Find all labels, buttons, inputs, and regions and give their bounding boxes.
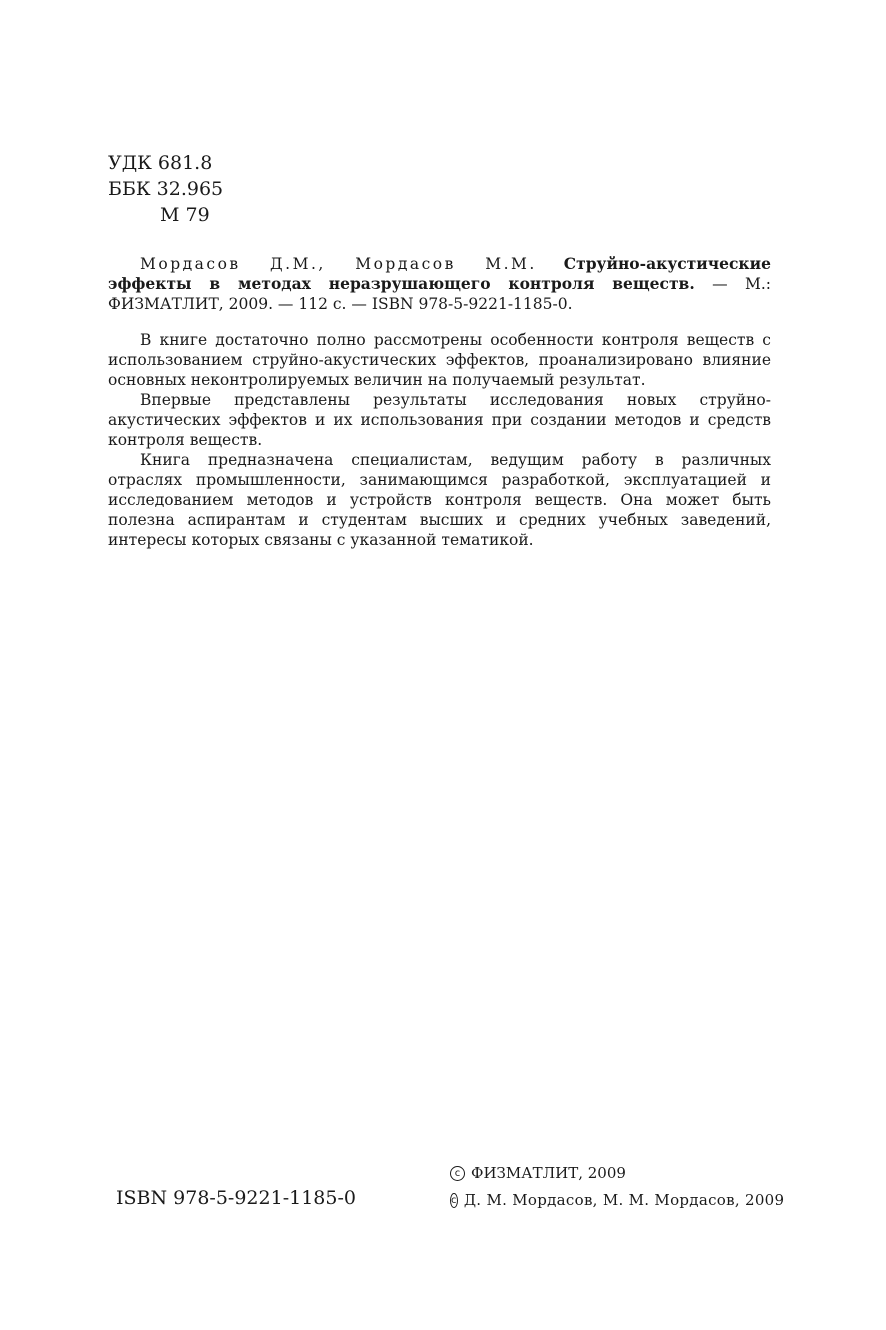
classification-codes — [108, 150, 223, 228]
biblio-paragraph — [108, 254, 771, 314]
copyright-publisher-line — [450, 1160, 772, 1187]
copyright-authors: Д. М. Мордасов, М. М. Мордасов, 2009 — [463, 1191, 785, 1209]
udk-code: УДК 681.8 — [108, 152, 213, 174]
annotation-paragraph-1: В книге достаточно полно рассмотрены особенности контроля веществ с использованием струйно-акустических эффектов, проанализировано влияние основных неконтролируемых величин на получаемый результат. — [108, 331, 771, 389]
bibliographic-record — [108, 254, 771, 314]
biblio-imprint: — М.: ФИЗМАТЛИТ, 2009. — 112 с. — ISBN 978-5-9221-1185-0. — [108, 275, 771, 313]
bbk-code: ББК 32.965 — [108, 178, 224, 200]
copyright-publisher: ФИЗМАТЛИТ, 2009 — [471, 1164, 626, 1182]
author-mark: М 79 — [160, 204, 210, 226]
biblio-title: Струйно-акустические эффекты в методах неразрушающего контроля веществ. — [108, 254, 771, 293]
copyright-block — [450, 1160, 785, 1214]
isbn-number: ISBN 978-5-9221-1185-0 — [116, 1187, 356, 1209]
copyright-authors-line — [450, 1187, 785, 1214]
annotation — [108, 330, 771, 550]
copyright-icon: c — [450, 1193, 458, 1208]
copyright-icon: c — [450, 1166, 465, 1181]
annotation-paragraph-2: Впервые представлены результаты исследования новых струйно-акустических эффектов и их использования при создании методов и средств контроля веществ. — [108, 391, 771, 449]
annotation-paragraph-3: Книга предназначена специалистам, ведущим работу в различных отраслях промышленности, занимающимся разработкой, эксплуатацией и исследованием методов и устройств контроля веществ. Она может быть полезна аспирантам и студентам высших и средних учебных заведений, интересы которых связаны с указанной тематикой. — [108, 451, 771, 549]
biblio-authors: Мордасов Д.М., Мордасов М.М. — [140, 255, 537, 273]
